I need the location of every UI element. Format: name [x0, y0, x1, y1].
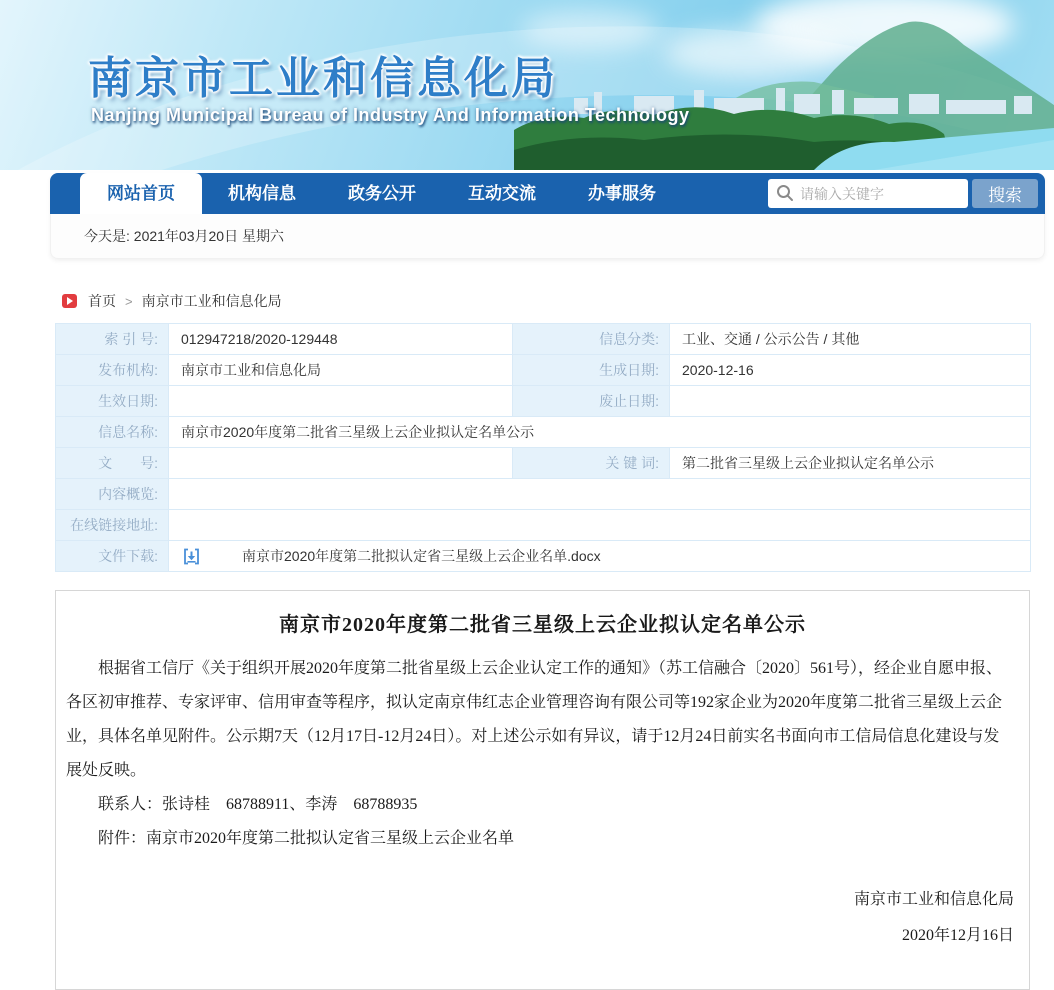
signature-block [56, 882, 1029, 954]
table-row [56, 386, 1031, 417]
signature-date: 2020年12月16日 [901, 927, 1014, 944]
info-value [169, 448, 513, 479]
site-banner [0, 0, 1054, 170]
search-button[interactable]: 搜索 [972, 179, 1038, 208]
document-info-table [55, 323, 1031, 572]
info-label: 废止日期: [513, 386, 670, 417]
info-label: 关 键 词: [513, 448, 670, 479]
info-label: 发布机构: [56, 355, 169, 386]
info-value [169, 510, 1031, 541]
search-area [768, 179, 1038, 208]
table-row [56, 510, 1031, 541]
breadcrumb [62, 291, 282, 311]
article-attachment-line: 附件：南京市2020年度第二批拟认定省三星级上云企业名单 [98, 830, 515, 847]
table-row [56, 324, 1031, 355]
table-row [56, 417, 1031, 448]
nav-container [50, 173, 1045, 259]
info-label: 生效日期: [56, 386, 169, 417]
article-title: 南京市2020年度第二批省三星级上云企业拟认定名单公示 [279, 614, 806, 636]
info-label: 文 号: [56, 448, 169, 479]
info-value: 2020-12-16 [670, 355, 1031, 386]
breadcrumb-separator: > [125, 293, 133, 309]
table-row [56, 479, 1031, 510]
info-label: 文件下载: [56, 541, 169, 572]
nav-tab-interaction[interactable]: 互动交流 [468, 184, 536, 203]
article-panel [55, 590, 1030, 990]
breadcrumb-marker-icon [62, 294, 77, 308]
article-contact-line: 联系人：张诗桂 68788911、李涛 68788935 [98, 796, 418, 813]
info-label: 索 引 号: [56, 324, 169, 355]
site-title: 南京市工业和信息化局 [88, 54, 558, 103]
info-label: 信息名称: [56, 417, 169, 448]
article-body-paragraph: 根据省工信厅《关于组织开展2020年度第二批省星级上云企业认定工作的通知》（苏工信融合〔2020〕561号），经企业自愿申报、各区初审推荐、专家评审、信用审查等程序，拟认定南京伟红志企业管理咨询有限公司等192家企业为2020年度第二批省三星级上云企业，具体名单见附件。公示期7天（12月17日-12月24日）。对上述公示如有异议，请于12月24日前实名书面向市工信局信息化建设与发展处反映。 [66, 660, 1003, 779]
main-nav [50, 173, 1045, 214]
nav-tab-org-info[interactable]: 机构信息 [228, 184, 296, 203]
info-value [670, 386, 1031, 417]
table-row [56, 541, 1031, 572]
info-value [169, 386, 513, 417]
table-row [56, 355, 1031, 386]
nav-tab-home[interactable]: 网站首页 [80, 173, 202, 214]
banner-landscape [514, 0, 1054, 170]
info-value: 012947218/2020-129448 [169, 324, 513, 355]
nav-tab-services[interactable]: 办事服务 [588, 184, 656, 203]
download-file-link[interactable]: 南京市2020年度第二批拟认定省三星级上云企业名单.docx [242, 548, 601, 564]
info-label: 内容概览: [56, 479, 169, 510]
nav-tab-gov-affairs[interactable]: 政务公开 [348, 184, 416, 203]
info-value-file [169, 541, 1031, 572]
info-label: 信息分类: [513, 324, 670, 355]
site-subtitle-en: Nanjing Municipal Bureau of Industry And Information Technology [91, 105, 690, 125]
info-value: 工业、交通 / 公示公告 / 其他 [670, 324, 1031, 355]
info-value: 南京市2020年度第二批省三星级上云企业拟认定名单公示 [169, 417, 1031, 448]
table-row [56, 448, 1031, 479]
info-label: 生成日期: [513, 355, 670, 386]
info-label: 在线链接地址: [56, 510, 169, 541]
info-value [169, 479, 1031, 510]
breadcrumb-current: 南京市工业和信息化局 [141, 293, 282, 309]
search-icon [776, 184, 794, 202]
date-bar: 今天是: 2021年03月20日 星期六 [50, 214, 1045, 259]
signature-org: 南京市工业和信息化局 [853, 891, 1014, 908]
breadcrumb-home-link[interactable]: 首页 [88, 293, 116, 309]
info-value: 第二批省三星级上云企业拟认定名单公示 [670, 448, 1031, 479]
download-icon[interactable] [183, 548, 200, 565]
info-value: 南京市工业和信息化局 [169, 355, 513, 386]
search-input[interactable] [768, 179, 968, 208]
